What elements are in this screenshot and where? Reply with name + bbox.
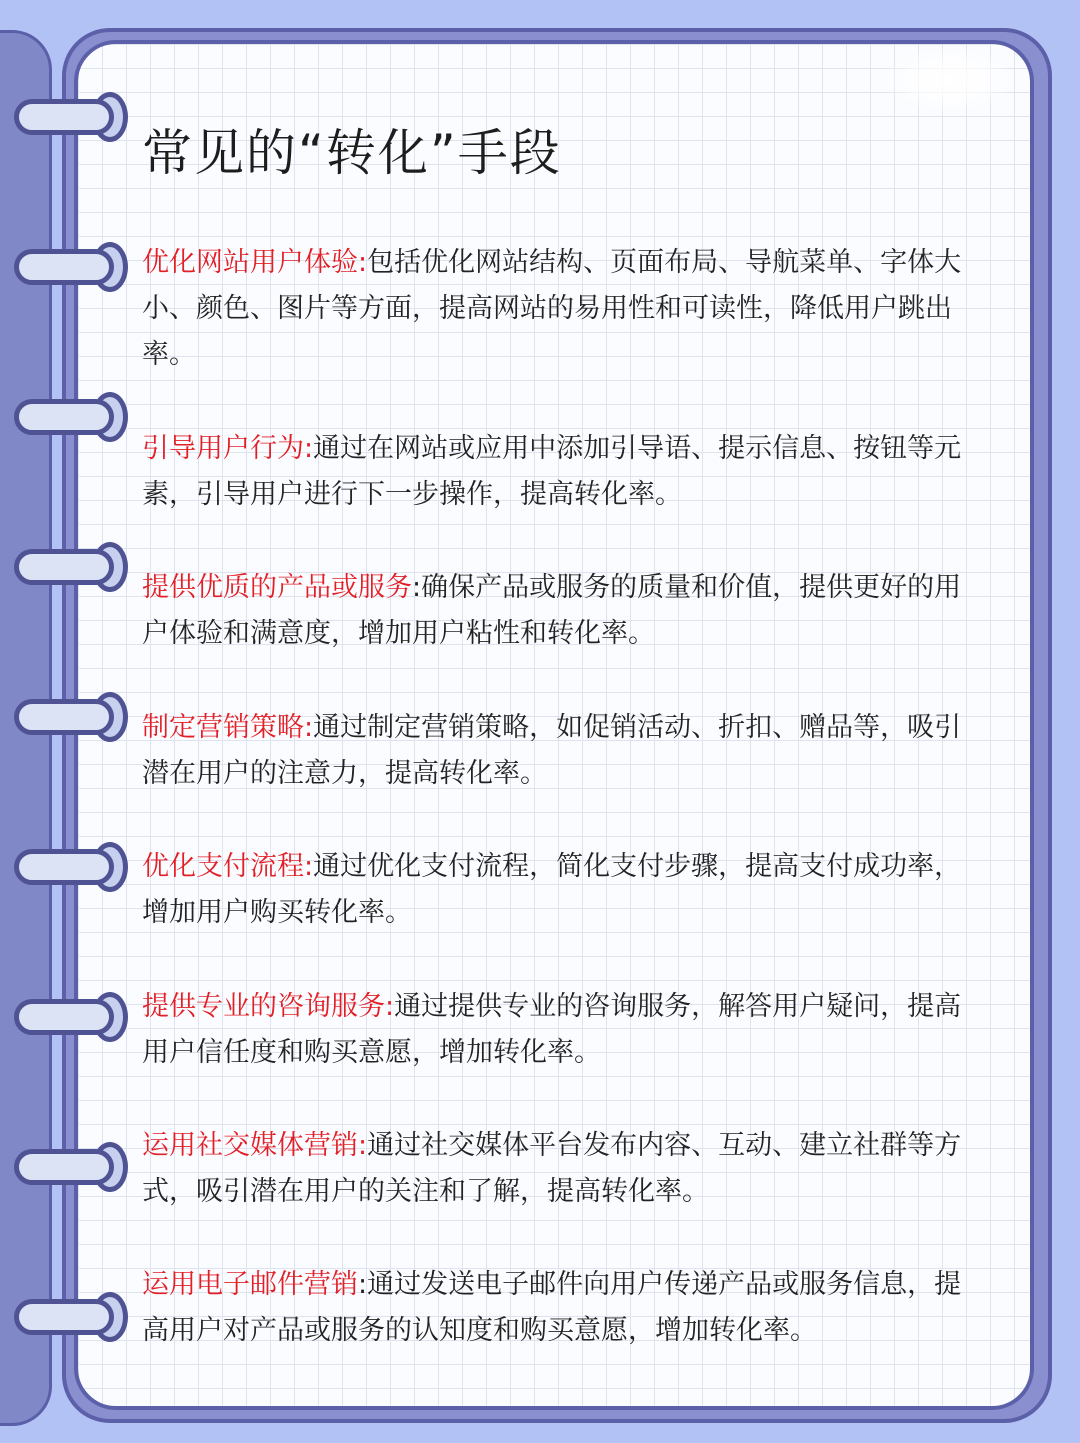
item-text: 通过社交媒体平台发布内容、互动、建立社群等方式，吸引潜在用户的关注和了解，提高转化率。 bbox=[142, 1130, 962, 1207]
list-item bbox=[142, 240, 988, 378]
item-text: 通过在网站或应用中添加引导语、提示信息、按钮等元素，引导用户进行下一步操作，提高转化率。 bbox=[142, 433, 962, 510]
item-heading: 提供优质的产品或服务 bbox=[142, 572, 412, 603]
item-heading: 引导用户行为: bbox=[142, 433, 314, 464]
list-item bbox=[142, 1123, 988, 1215]
list-item bbox=[142, 426, 988, 518]
binder-ring-icon bbox=[14, 249, 114, 285]
item-text: :确保产品或服务的质量和价值，提供更好的用户体验和满意度，增加用户粘性和转化率。 bbox=[142, 572, 962, 649]
page-title: 常见的“转化”手段 bbox=[142, 124, 562, 182]
item-heading: 优化支付流程: bbox=[142, 851, 314, 882]
binder-ring-icon bbox=[14, 999, 114, 1035]
binder-ring-icon bbox=[14, 549, 114, 585]
item-text: 通过制定营销策略，如促销活动、折扣、赠品等，吸引潜在用户的注意力，提高转化率。 bbox=[142, 712, 962, 789]
list-item bbox=[142, 984, 988, 1076]
binder-ring-icon bbox=[14, 849, 114, 885]
binder-ring-icon bbox=[14, 1299, 114, 1335]
item-text: 通过提供专业的咨询服务，解答用户疑问，提高用户信任度和购买意愿，增加转化率。 bbox=[142, 991, 962, 1068]
list-item bbox=[142, 844, 988, 936]
list-item bbox=[142, 565, 988, 657]
list-item bbox=[142, 1262, 988, 1354]
item-text: 包括优化网站结构、页面布局、导航菜单、字体大小、颜色、图片等方面，提高网站的易用性和可读性，降低用户跳出率。 bbox=[142, 247, 962, 370]
binder-ring-icon bbox=[14, 1149, 114, 1185]
light-glare bbox=[884, 48, 1014, 112]
item-text: 通过优化支付流程，简化支付步骤，提高支付成功率，增加用户购买转化率。 bbox=[142, 851, 962, 928]
list-item bbox=[142, 705, 988, 797]
item-heading: 提供专业的咨询服务: bbox=[142, 991, 395, 1022]
item-heading: 制定营销策略: bbox=[142, 712, 314, 743]
binder-ring-icon bbox=[14, 699, 114, 735]
item-heading: 运用电子邮件营销 bbox=[142, 1269, 358, 1300]
binder-ring-icon bbox=[14, 99, 114, 135]
item-text: :通过发送电子邮件向用户传递产品或服务信息，提高用户对产品或服务的认知度和购买意愿，增加转化率。 bbox=[142, 1269, 962, 1346]
item-heading: 运用社交媒体营销: bbox=[142, 1130, 368, 1161]
binder-ring-icon bbox=[14, 399, 114, 435]
item-heading: 优化网站用户体验: bbox=[142, 247, 368, 278]
